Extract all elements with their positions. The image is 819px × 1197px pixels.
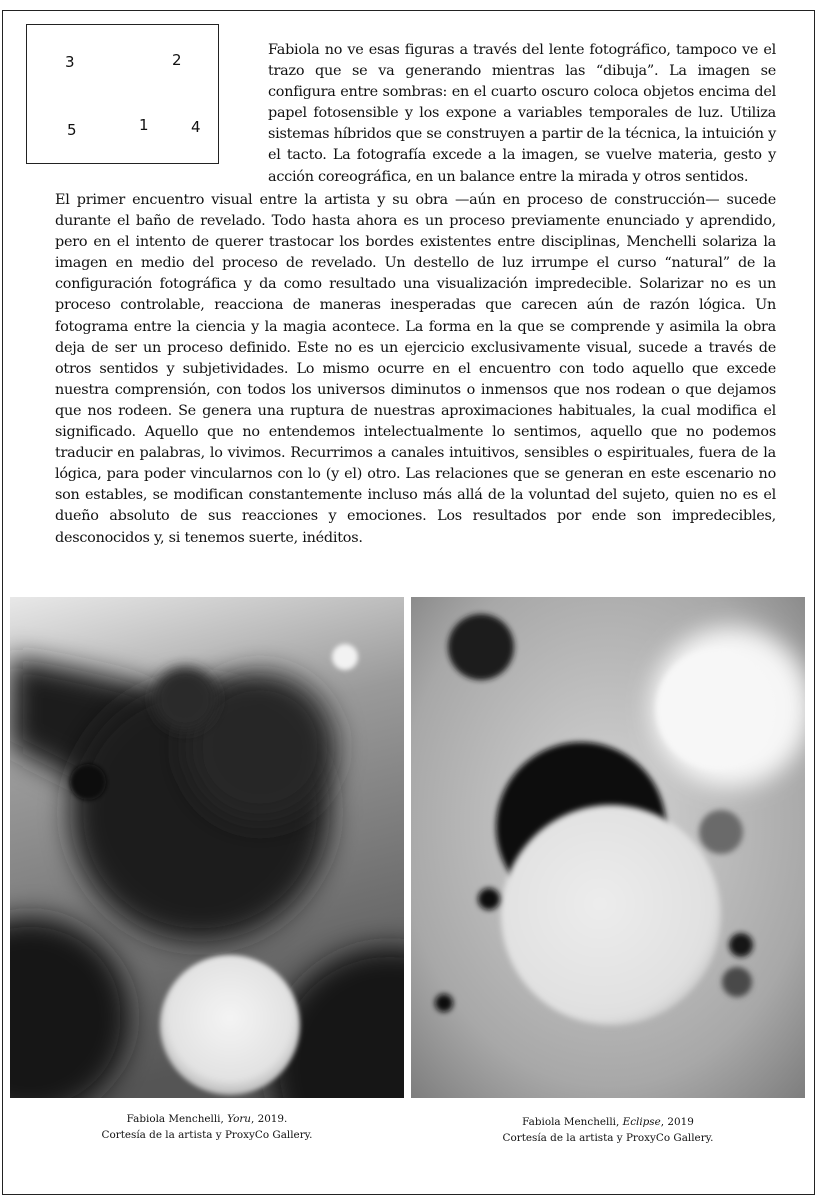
caption-eclipse-credit: Cortesía de la artista y ProxyCo Gallery.	[502, 1132, 714, 1144]
key-number-5: 5	[67, 121, 77, 139]
key-number-1: 1	[139, 116, 149, 134]
key-number-4: 4	[191, 118, 201, 136]
photo-yoru	[10, 597, 404, 1098]
photo-eclipse-image	[411, 597, 805, 1098]
key-number-3: 3	[65, 53, 75, 71]
caption-eclipse-title: Eclipse	[622, 1116, 661, 1128]
numbered-key-box	[26, 24, 219, 164]
caption-yoru	[10, 1111, 404, 1143]
caption-eclipse	[411, 1114, 805, 1146]
caption-yoru-title: Yoru	[227, 1113, 251, 1125]
caption-eclipse-artist: Fabiola Menchelli,	[522, 1116, 623, 1128]
caption-yoru-year: , 2019.	[250, 1113, 288, 1125]
photo-eclipse	[411, 597, 805, 1098]
article-paragraph-intro: Fabiola no ve esas figuras a través del lente fotográfico, tampoco ve el trazo que se va generando mientras las “dibuja”. La imagen se configura entre sombras: en el cuarto oscuro coloca objetos encima del papel fotosensible y los expone a variables temporales de luz. Utiliza sistemas híbridos que se construyen a partir de la técnica, la intuición y el tacto. La fotografía excede a la imagen, se vuelve materia, gesto y acción coreográfica, en un balance entre la mirada y otros sentidos.	[268, 42, 776, 185]
caption-yoru-credit: Cortesía de la artista y ProxyCo Gallery.	[101, 1129, 313, 1141]
caption-eclipse-line1	[411, 1114, 805, 1130]
photo-yoru-image	[10, 597, 404, 1098]
caption-yoru-line1	[10, 1111, 404, 1127]
caption-yoru-artist: Fabiola Menchelli,	[126, 1113, 228, 1125]
article-paragraph-main: El primer encuentro visual entre la artista y su obra —aún en proceso de construcción— sucede durante el baño de revelado. Todo hasta ahora es un proceso previamente enunciado y aprendido, pero en el intento de querer trastocar los bordes existentes entre disciplinas, Menchelli solariza la imagen en medio del proceso de revelado. Un destello de luz irrumpe el curso “natural” de la configuración fotográfica y da como resultado una visualización impredecible. Solarizar no es un proceso controlable, reacciona de maneras inesperadas que carecen aún de razón lógica. Un fotograma entre la ciencia y la magia acontece. La forma en la que se comprende y asimila la obra deja de ser un proceso definido. Este no es un ejercicio exclusivamente visual, sucede a través de otros sentidos y subjetividades. Lo mismo ocurre en el encuentro con todo aquello que excede nuestra comprensión, con todos los universos diminutos o inmensos que nos rodean o que dejamos que nos rodeen. Se genera una ruptura de nuestras aproximaciones habituales, la cual modifica el significado. Aquello que no entendemos intelectualmente lo sentimos, aquello que no podemos traducir en palabras, lo vivimos. Recurrimos a canales intuitivos, sensibles o espirituales, fuera de la lógica, para poder vincularnos con lo (y el) otro. Las relaciones que se generan en este escenario no son estables, se modifican constantemente incluso más allá de la voluntad del sujeto, quien no es el dueño absoluto de sus reacciones y emociones. Los resultados por ende son impredecibles, desconocidos y, si tenemos suerte, inéditos.	[55, 192, 776, 546]
key-number-2: 2	[172, 51, 182, 69]
caption-eclipse-year: , 2019	[660, 1116, 694, 1128]
